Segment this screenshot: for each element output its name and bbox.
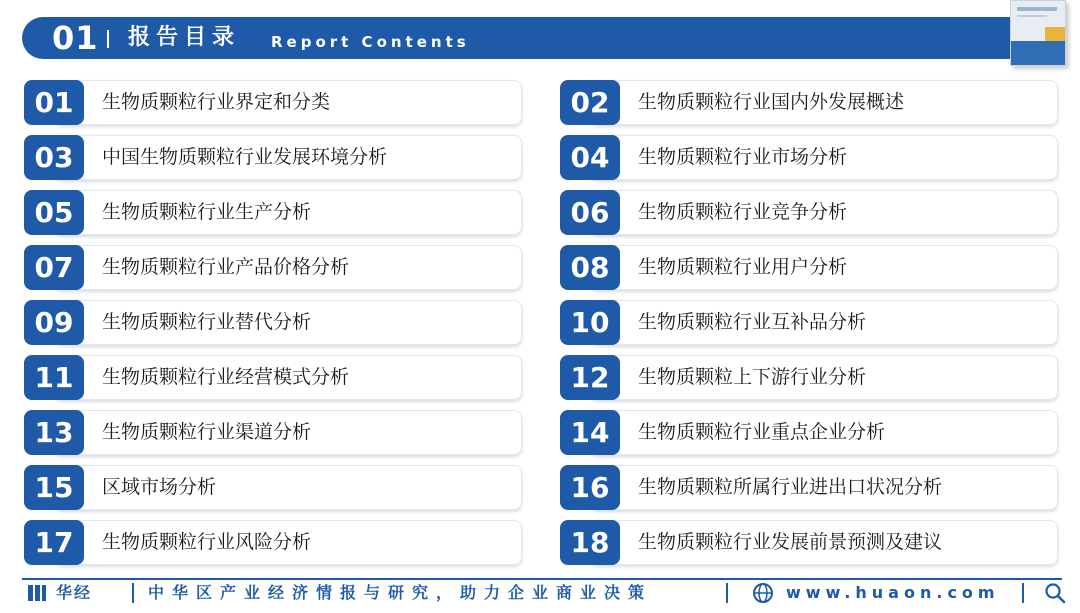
item-label: 生物质颗粒行业风险分析 (102, 531, 312, 553)
contents-item[interactable] (560, 355, 1058, 401)
item-number: 16 (570, 471, 610, 504)
page-subtitle: Report Contents (271, 33, 470, 51)
footer-slogan: 中华区产业经济情报与研究，助力企业商业决策 (148, 583, 653, 602)
logo-icon (26, 582, 48, 604)
item-number: 15 (34, 471, 74, 504)
report-cover-icon (1010, 0, 1076, 68)
item-label: 生物质颗粒行业渠道分析 (102, 421, 312, 443)
item-label: 区域市场分析 (102, 476, 217, 498)
item-number: 10 (570, 306, 610, 339)
contents-item[interactable] (24, 190, 522, 236)
contents-item[interactable] (560, 245, 1058, 291)
item-number: 09 (34, 306, 74, 339)
item-label: 生物质颗粒行业重点企业分析 (638, 421, 886, 443)
footer-brand: 华经 (56, 583, 93, 602)
item-number: 01 (34, 86, 74, 119)
item-label: 生物质颗粒行业界定和分类 (102, 91, 331, 113)
contents-item[interactable] (24, 520, 522, 566)
item-number: 11 (34, 361, 74, 394)
contents-item[interactable] (24, 245, 522, 291)
contents-item[interactable] (560, 135, 1058, 181)
page-title: 报告目录 (128, 25, 241, 50)
contents-item[interactable] (560, 190, 1058, 236)
footer-separator (726, 583, 728, 603)
item-label: 生物质颗粒行业发展前景预测及建议 (638, 531, 943, 553)
item-label: 生物质颗粒行业产品价格分析 (102, 256, 350, 278)
contents-item[interactable] (24, 80, 522, 126)
item-number: 18 (570, 526, 610, 559)
item-number: 17 (34, 526, 74, 559)
item-label: 生物质颗粒行业国内外发展概述 (638, 91, 905, 113)
globe-icon (752, 582, 774, 604)
footer-website-link[interactable]: www.huaon.com (786, 583, 1000, 602)
item-number: 07 (34, 251, 74, 284)
item-number: 06 (570, 196, 610, 229)
item-number: 05 (34, 196, 74, 229)
contents-item[interactable] (560, 465, 1058, 511)
item-label: 生物质颗粒行业竞争分析 (638, 201, 848, 223)
item-number: 02 (570, 86, 610, 119)
item-number: 13 (34, 416, 74, 449)
search-icon[interactable] (1044, 582, 1066, 604)
item-number: 14 (570, 416, 610, 449)
header-separator (107, 30, 109, 48)
section-number: 01 (52, 19, 99, 57)
contents-item[interactable] (560, 80, 1058, 126)
item-number: 12 (570, 361, 610, 394)
item-label: 生物质颗粒所属行业进出口状况分析 (638, 476, 943, 498)
item-label: 生物质颗粒上下游行业分析 (638, 366, 867, 388)
item-label: 生物质颗粒行业替代分析 (102, 311, 312, 333)
contents-item[interactable] (24, 300, 522, 346)
contents-item[interactable] (24, 355, 522, 401)
item-label: 生物质颗粒行业互补品分析 (638, 311, 867, 333)
contents-item[interactable] (24, 135, 522, 181)
footer-separator (132, 583, 134, 603)
item-label: 生物质颗粒行业生产分析 (102, 201, 312, 223)
item-label: 生物质颗粒行业经营模式分析 (102, 366, 350, 388)
item-number: 04 (570, 141, 610, 174)
item-label: 中国生物质颗粒行业发展环境分析 (102, 146, 388, 168)
contents-item[interactable] (560, 520, 1058, 566)
contents-item[interactable] (24, 410, 522, 456)
contents-item[interactable] (560, 410, 1058, 456)
contents-item[interactable] (24, 465, 522, 511)
item-label: 生物质颗粒行业市场分析 (638, 146, 848, 168)
contents-item[interactable] (560, 300, 1058, 346)
item-number: 03 (34, 141, 74, 174)
item-number: 08 (570, 251, 610, 284)
item-label: 生物质颗粒行业用户分析 (638, 256, 848, 278)
footer-separator (1022, 583, 1024, 603)
